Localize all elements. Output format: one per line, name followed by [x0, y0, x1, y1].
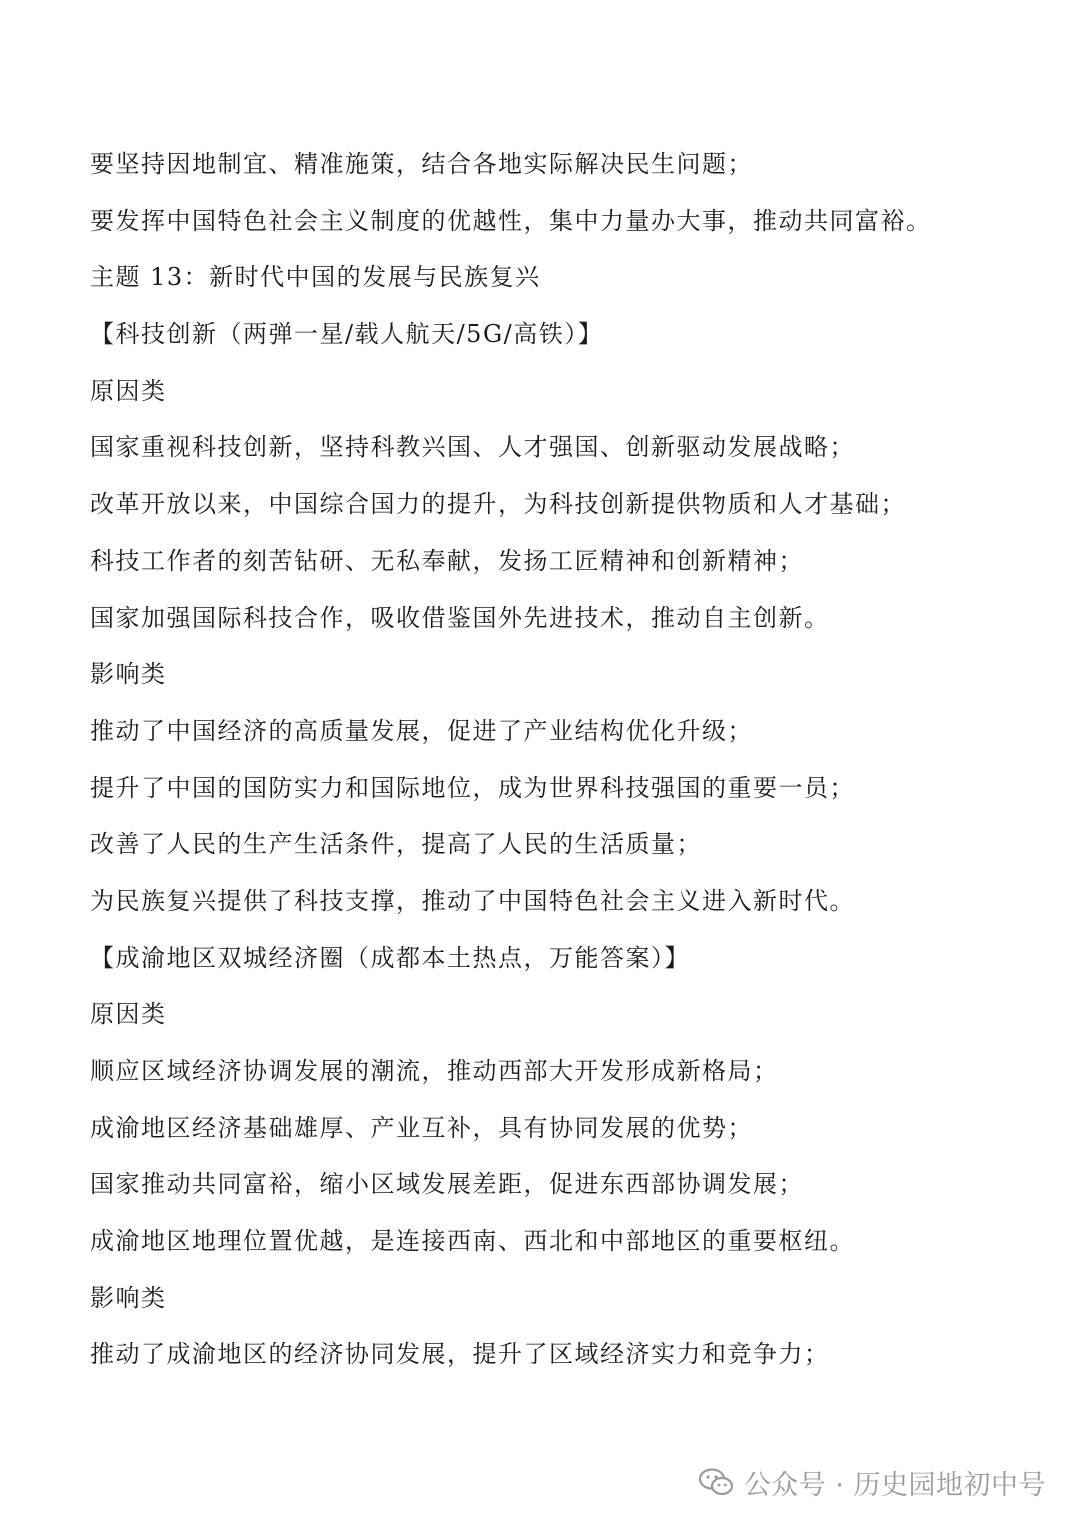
text-line: 要发挥中国特色社会主义制度的优越性，集中力量办大事，推动共同富裕。	[90, 206, 932, 235]
text-line: 推动了中国经济的高质量发展，促进了产业结构优化升级；	[90, 716, 753, 745]
text-line: 顺应区域经济协调发展的潮流，推动西部大开发形成新格局；	[90, 1057, 779, 1085]
text-line: 科技工作者的刻苦钻研、无私奉献，发扬工匠精神和创新精神；	[90, 546, 804, 575]
section-title: 主题 13：新时代中国的发展与民族复兴	[90, 263, 541, 292]
text-line: 推动了成渝地区的经济协同发展，提升了区域经济实力和竞争力；	[90, 1340, 830, 1369]
category-label: 原因类	[90, 1000, 167, 1029]
category-label: 影响类	[90, 1283, 167, 1312]
category-label: 影响类	[90, 660, 167, 689]
watermark	[698, 1462, 1046, 1502]
document-body	[90, 136, 1050, 1383]
text-line: 改革开放以来，中国综合国力的提升，为科技创新提供物质和人才基础；	[90, 490, 906, 519]
watermark-text: 公众号 · 历史园地初中号	[743, 1469, 1046, 1501]
text-line: 成渝地区经济基础雄厚、产业互补，具有协同发展的优势；	[90, 1113, 753, 1142]
text-line: 为民族复兴提供了科技支撑，推动了中国特色社会主义进入新时代。	[90, 886, 855, 915]
text-line: 改善了人民的生产生活条件，提高了人民的生活质量；	[90, 830, 702, 859]
text-line: 国家加强国际科技合作，吸收借鉴国外先进技术，推动自主创新。	[90, 603, 830, 632]
text-line: 提升了中国的国防实力和国际地位，成为世界科技强国的重要一员；	[90, 773, 855, 802]
text-line: 成渝地区地理位置优越，是连接西南、西北和中部地区的重要枢纽。	[90, 1227, 855, 1256]
text-line: 国家推动共同富裕，缩小区域发展差距，促进东西部协调发展；	[90, 1170, 804, 1199]
topic-heading: 【科技创新（两弹一星/载人航天/5G/高铁）】	[90, 320, 604, 349]
topic-heading: 【成渝地区双城经济圈（成都本土热点，万能答案）】	[90, 943, 690, 972]
category-label: 原因类	[90, 376, 167, 405]
text-line: 国家重视科技创新，坚持科教兴国、人才强国、创新驱动发展战略；	[90, 433, 855, 462]
text-line: 要坚持因地制宜、精准施策，结合各地实际解决民生问题；	[90, 150, 753, 178]
wechat-icon	[698, 1467, 734, 1497]
